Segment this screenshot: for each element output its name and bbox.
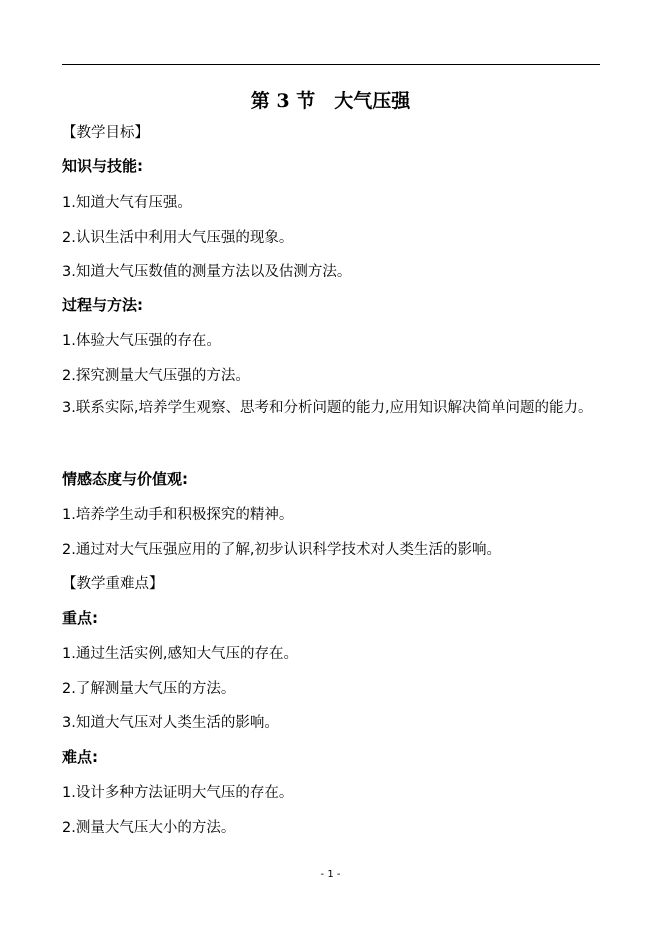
section-teaching-goals: 【教学目标】	[62, 125, 149, 141]
page-title: 第 3 节 大气压强	[250, 90, 411, 112]
key-point-item: 3.知道大气压对人类生活的影响。	[62, 715, 279, 731]
heading-knowledge: 知识与技能:	[62, 157, 143, 175]
process-item: 2.探究测量大气压强的方法。	[62, 368, 250, 384]
heading-process: 过程与方法:	[62, 296, 143, 314]
process-item: 3.联系实际,培养学生观察、思考和分析问题的能力,应用知识解决简单问题的能力。	[62, 400, 593, 416]
section-key-difficult: 【教学重难点】	[62, 576, 164, 592]
process-item: 1.体验大气压强的存在。	[62, 333, 221, 349]
difficult-point-item: 2.测量大气压大小的方法。	[62, 820, 236, 836]
attitude-item: 2.通过对大气压强应用的了解,初步认识科学技术对人类生活的影响。	[62, 542, 501, 558]
key-point-item: 1.通过生活实例,感知大气压的存在。	[62, 646, 298, 662]
knowledge-item: 1.知道大气有压强。	[62, 195, 192, 211]
knowledge-item: 2.认识生活中利用大气压强的现象。	[62, 230, 294, 246]
difficult-point-item: 1.设计多种方法证明大气压的存在。	[62, 785, 294, 801]
heading-attitude: 情感态度与价值观:	[62, 470, 188, 488]
key-point-item: 2.了解测量大气压的方法。	[62, 681, 236, 697]
page-number: - 1 -	[320, 869, 341, 880]
knowledge-item: 3.知道大气压数值的测量方法以及估测方法。	[62, 264, 352, 280]
heading-key-points: 重点:	[62, 609, 98, 627]
attitude-item: 1.培养学生动手和积极探究的精神。	[62, 507, 294, 523]
heading-difficult-points: 难点:	[62, 748, 98, 766]
header-rule	[62, 64, 600, 65]
